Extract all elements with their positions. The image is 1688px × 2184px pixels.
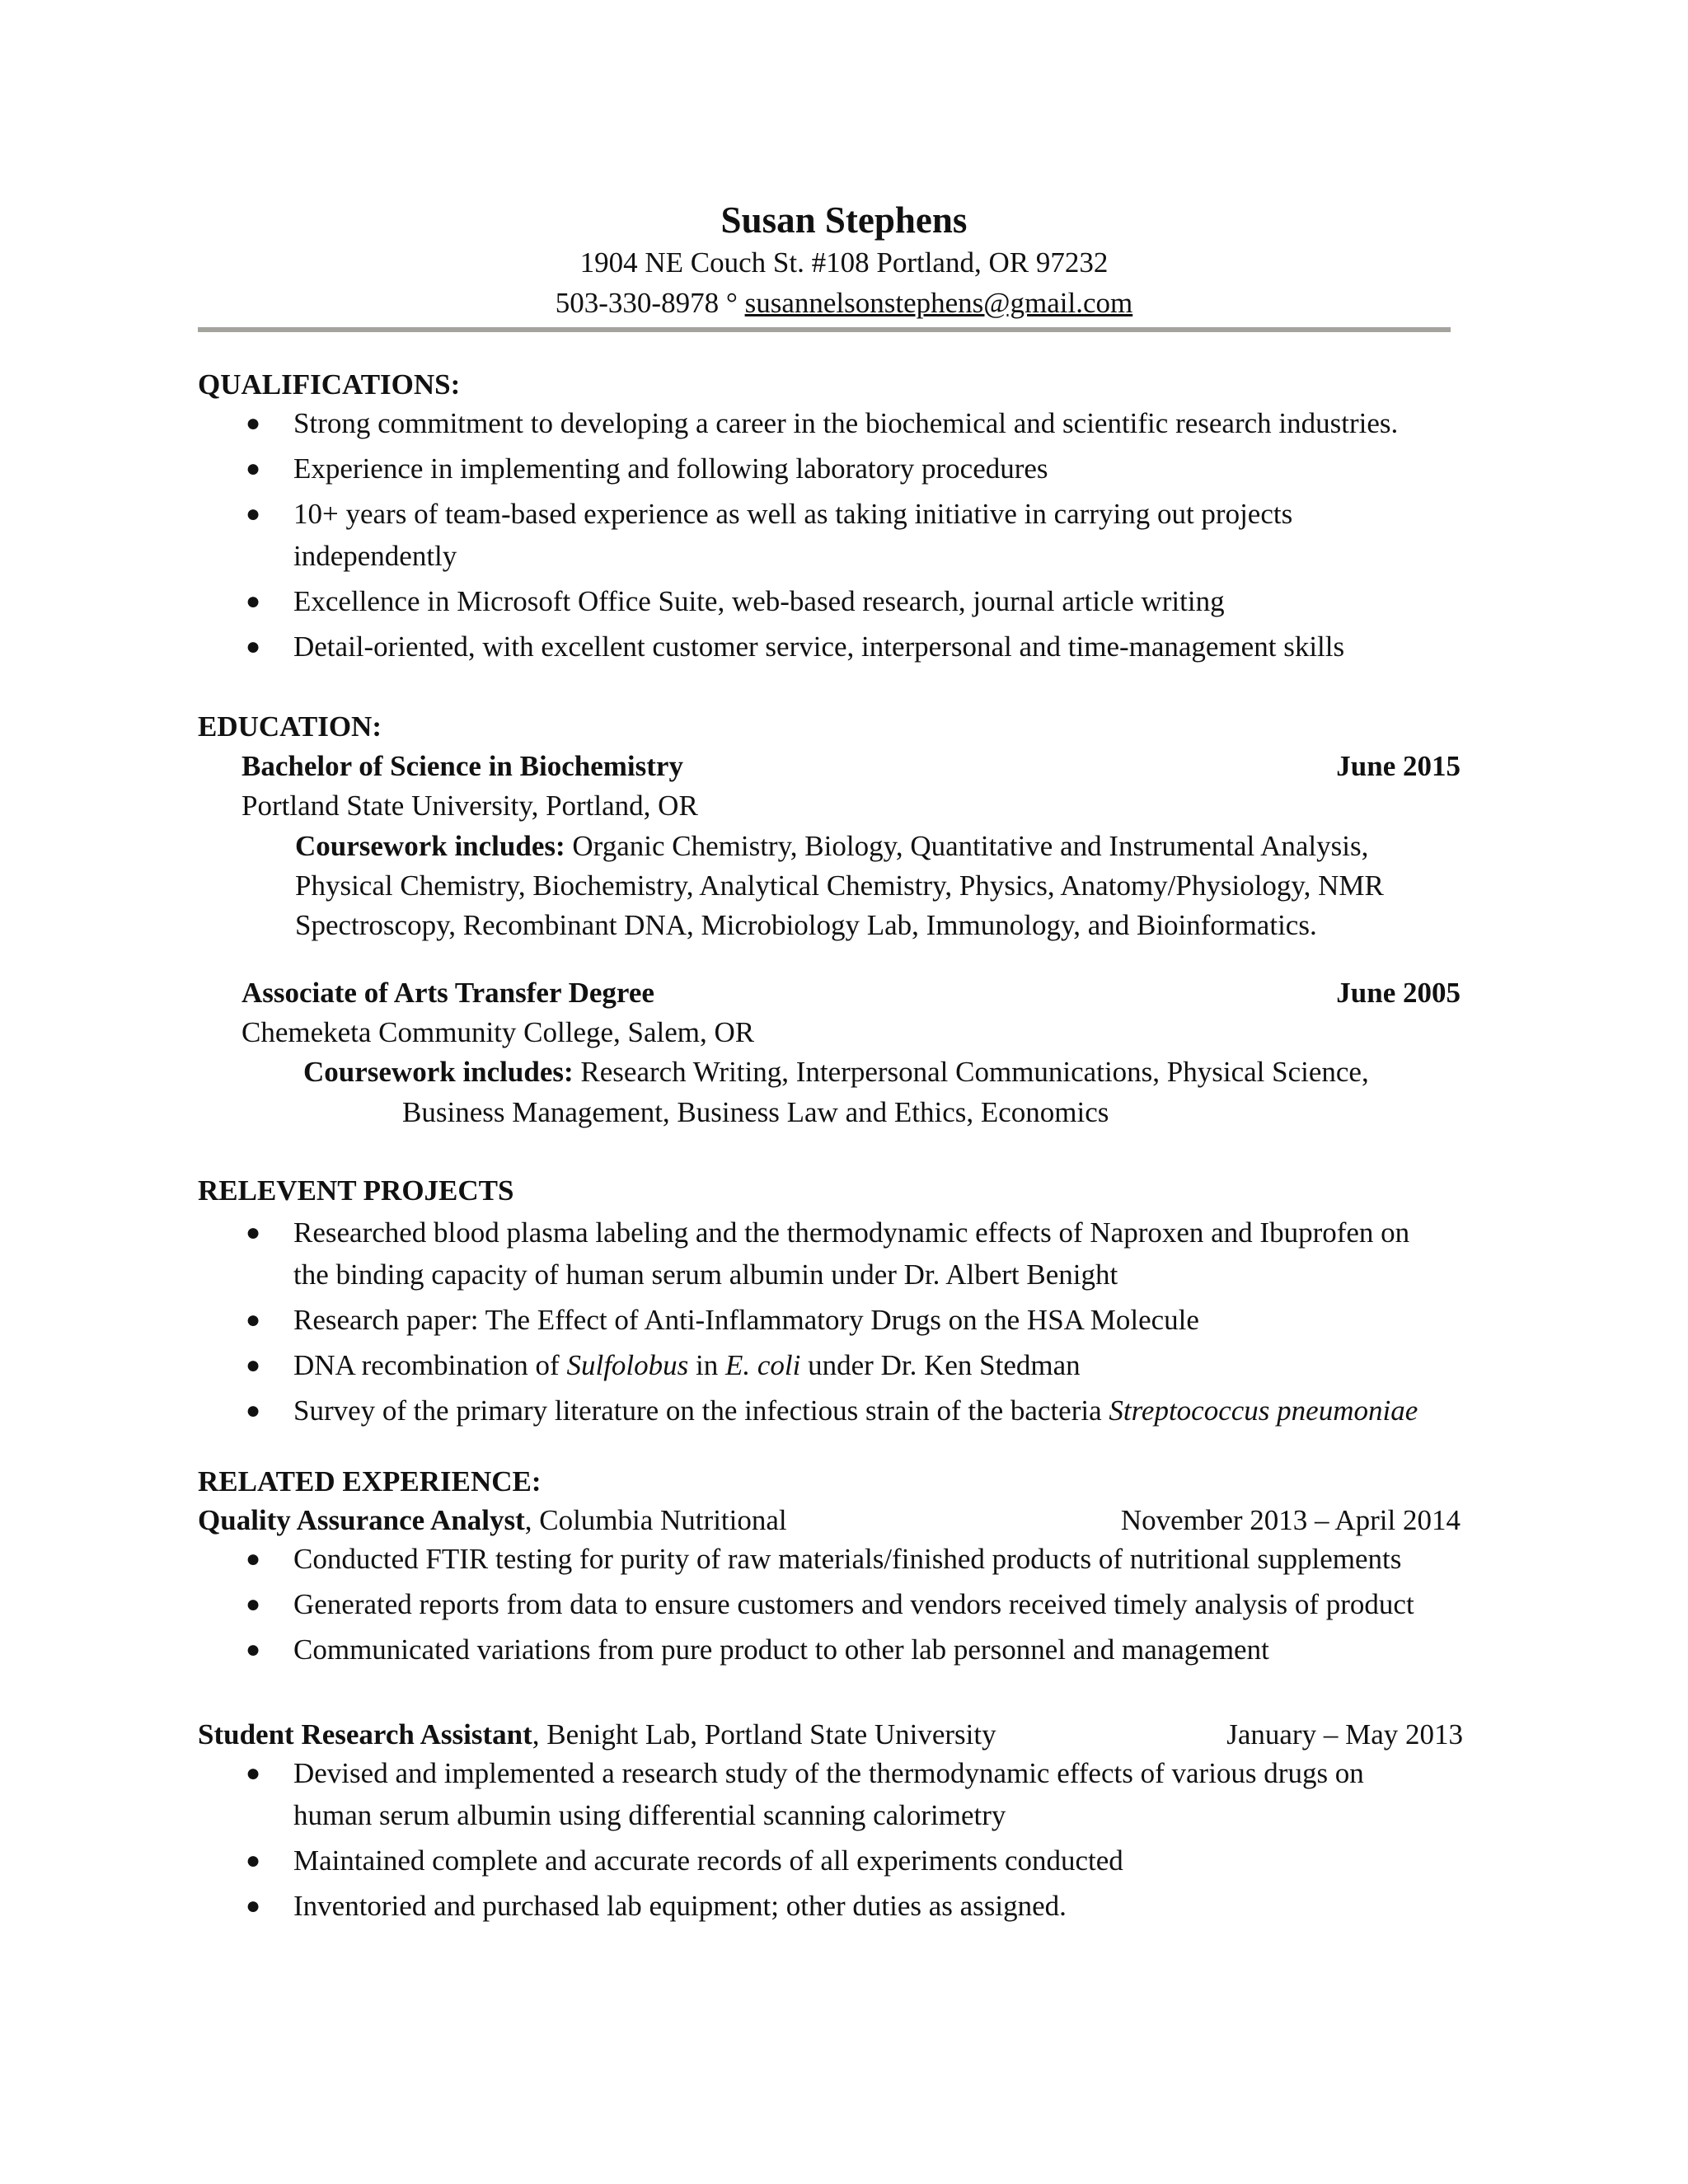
list-item-continuation xyxy=(198,1794,1484,1836)
list-item xyxy=(198,580,1484,622)
list-item xyxy=(198,493,1484,535)
list-item-text: Experience in implementing and following laboratory procedures xyxy=(293,452,1048,485)
section-heading-qualifications: QUALIFICATIONS: xyxy=(198,368,461,401)
coursework-text: Research Writing, Interpersonal Communications, Physical Science, xyxy=(573,1056,1369,1088)
list-item-text: Excellence in Microsoft Office Suite, web-based research, journal article writing xyxy=(293,585,1225,617)
list-item-text: Conducted FTIR testing for purity of raw materials/finished products of nutritional supplements xyxy=(293,1543,1402,1575)
job-date: November 2013 – April 2014 xyxy=(1120,1504,1461,1536)
coursework-label: Coursework includes: xyxy=(295,830,565,862)
job-date: January – May 2013 xyxy=(1226,1718,1463,1750)
candidate-name: Susan Stephens xyxy=(720,199,968,241)
list-item xyxy=(198,448,1484,490)
bullet-icon: ● xyxy=(246,1352,261,1379)
job-bullets xyxy=(198,1752,1484,1930)
qualifications-list xyxy=(198,402,1484,671)
bullet-icon: ● xyxy=(246,1306,261,1333)
bullet-icon: ● xyxy=(246,1892,261,1919)
bullet-icon: ● xyxy=(246,1397,261,1424)
coursework-label: Coursework includes: xyxy=(303,1056,574,1088)
organism-name: Streptococcus pneumoniae xyxy=(1109,1394,1418,1427)
list-item xyxy=(198,1212,1484,1254)
list-item xyxy=(198,1390,1484,1432)
bullet-icon: ● xyxy=(246,1545,261,1572)
job-title: Student Research Assistant xyxy=(198,1718,532,1750)
list-item xyxy=(198,1583,1484,1625)
degree-date: June 2015 xyxy=(1336,750,1461,782)
address-line: 1904 NE Couch St. #108 Portland, OR 97232 xyxy=(579,246,1109,279)
list-item xyxy=(198,402,1484,444)
projects-list xyxy=(198,1212,1484,1435)
list-item-text: Generated reports from data to ensure customers and vendors received timely analysis of product xyxy=(293,1588,1414,1620)
bullet-icon: ● xyxy=(246,1760,261,1787)
bullet-icon: ● xyxy=(246,410,261,437)
list-item xyxy=(198,1538,1484,1580)
list-item-text: the binding capacity of human serum albumin under Dr. Albert Benight xyxy=(293,1258,1118,1291)
job-bullets xyxy=(198,1538,1484,1674)
school-name: Portland State University, Portland, OR xyxy=(241,790,698,822)
list-item-text: Researched blood plasma labeling and the thermodynamic effects of Naproxen and Ibuprofen on xyxy=(293,1216,1410,1249)
bullet-icon: ● xyxy=(246,1591,261,1618)
header-divider xyxy=(198,327,1451,332)
list-item-text: Survey of the primary literature on the infectious strain of the bacteria xyxy=(293,1394,1109,1427)
coursework-line: Physical Chemistry, Biochemistry, Analytical Chemistry, Physics, Anatomy/Physiology, NMR xyxy=(295,869,1384,902)
organism-name: E. coli xyxy=(725,1349,801,1381)
list-item xyxy=(198,626,1484,668)
separator-glyph: ° xyxy=(725,287,738,319)
section-heading-experience: RELATED EXPERIENCE: xyxy=(198,1465,542,1497)
contact-line xyxy=(0,283,1688,323)
job-title-line xyxy=(198,1714,996,1755)
list-item-text: in xyxy=(688,1349,725,1381)
section-heading-education: EDUCATION: xyxy=(198,710,382,743)
list-item-text: Strong commitment to developing a career in the biochemical and scientific research industries. xyxy=(293,407,1399,439)
degree-date: June 2005 xyxy=(1336,977,1461,1009)
coursework-line xyxy=(303,1052,1369,1092)
list-item-text: DNA recombination of xyxy=(293,1349,567,1381)
list-item-text: human serum albumin using differential scanning calorimetry xyxy=(293,1799,1006,1831)
school-name: Chemeketa Community College, Salem, OR xyxy=(241,1016,755,1048)
job-title-line xyxy=(198,1500,787,1540)
coursework-line xyxy=(295,827,1465,866)
list-item-text: Devised and implemented a research study of the thermodynamic effects of various drugs on xyxy=(293,1757,1364,1789)
coursework-line: Business Management, Business Law and Ethics, Economics xyxy=(402,1096,1109,1128)
list-item xyxy=(198,1840,1484,1882)
email-link[interactable]: susannelsonstephens@gmail.com xyxy=(744,287,1133,319)
bullet-icon: ● xyxy=(246,1847,261,1874)
section-heading-projects: RELEVENT PROJECTS xyxy=(198,1174,514,1207)
coursework-line: Spectroscopy, Recombinant DNA, Microbiology Lab, Immunology, and Bioinformatics. xyxy=(295,909,1317,941)
degree-title: Bachelor of Science in Biochemistry xyxy=(241,750,683,782)
list-item-text: Detail-oriented, with excellent customer service, interpersonal and time-management skills xyxy=(293,630,1345,663)
list-item-text: Maintained complete and accurate records of all experiments conducted xyxy=(293,1844,1123,1877)
list-item xyxy=(198,1629,1484,1671)
list-item xyxy=(198,1344,1484,1386)
list-item-text: Communicated variations from pure product to other lab personnel and management xyxy=(293,1633,1269,1666)
bullet-icon: ● xyxy=(246,588,261,615)
list-item xyxy=(198,1752,1484,1794)
bullet-icon: ● xyxy=(246,500,261,527)
list-item xyxy=(198,1885,1484,1927)
list-item-text: independently xyxy=(293,540,457,572)
coursework-text: Organic Chemistry, Biology, Quantitative and Instrumental Analysis, xyxy=(565,830,1369,862)
bullet-icon: ● xyxy=(246,633,261,660)
phone-number: 503-330-8978 xyxy=(555,287,720,319)
bullet-icon: ● xyxy=(246,455,261,482)
organism-name: Sulfolobus xyxy=(566,1349,689,1381)
list-item-text: Inventoried and purchased lab equipment; other duties as assigned. xyxy=(293,1890,1067,1922)
list-item-continuation xyxy=(198,535,1484,577)
list-item-text: 10+ years of team-based experience as well as taking initiative in carrying out projects xyxy=(293,498,1293,530)
coursework xyxy=(295,827,1465,945)
degree-title: Associate of Arts Transfer Degree xyxy=(241,977,654,1009)
job-org: , Benight Lab, Portland State University xyxy=(532,1718,996,1750)
list-item-text: Research paper: The Effect of Anti-Inflammatory Drugs on the HSA Molecule xyxy=(293,1304,1199,1336)
bullet-icon: ● xyxy=(246,1636,261,1663)
list-item-text: under Dr. Ken Stedman xyxy=(800,1349,1081,1381)
list-item-continuation xyxy=(198,1254,1484,1296)
job-title: Quality Assurance Analyst xyxy=(198,1504,525,1536)
list-item xyxy=(198,1299,1484,1341)
bullet-icon: ● xyxy=(246,1219,261,1246)
job-org: , Columbia Nutritional xyxy=(524,1504,787,1536)
